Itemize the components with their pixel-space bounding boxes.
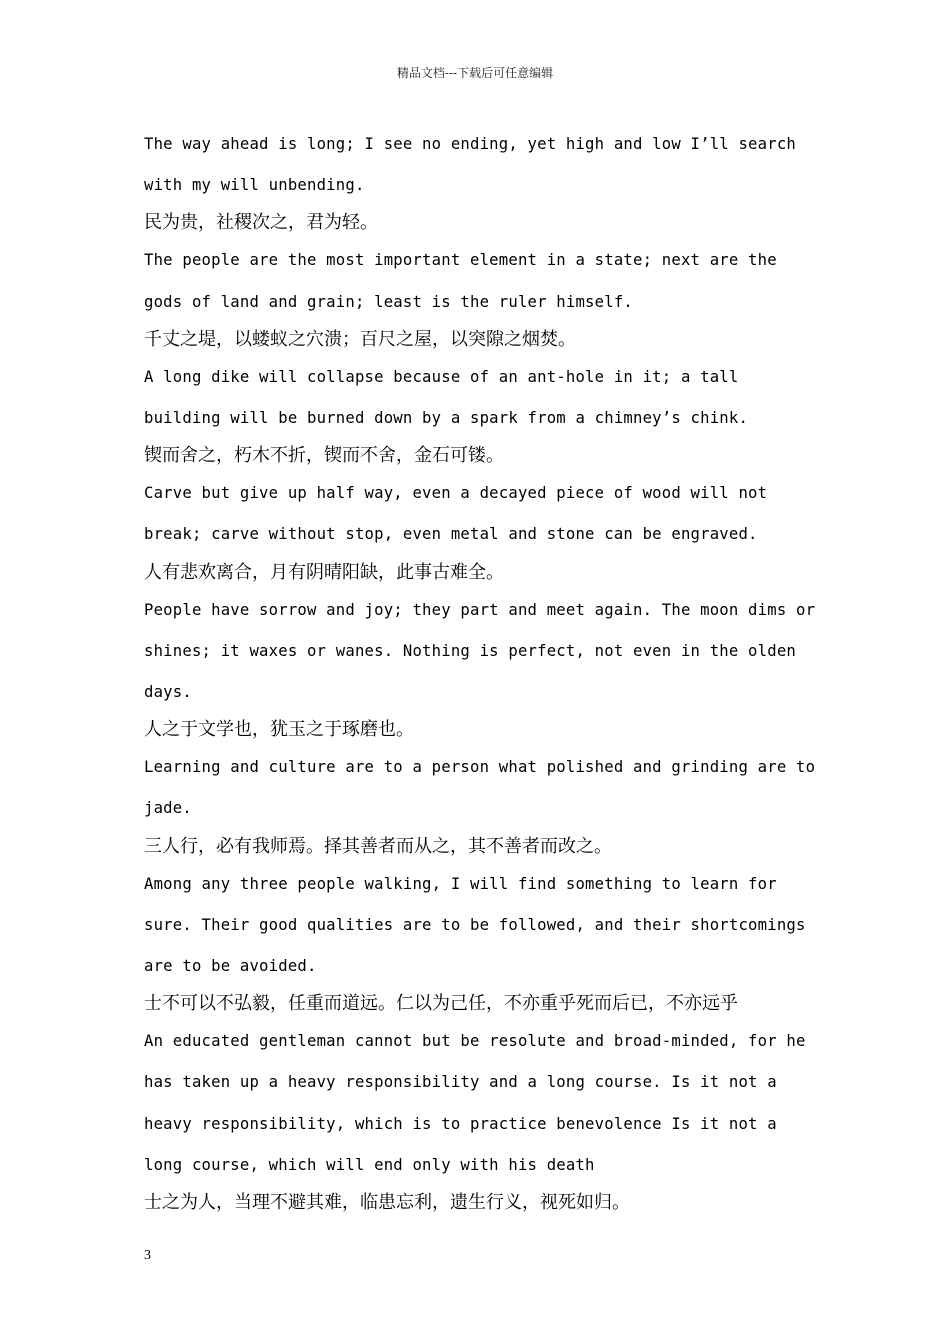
english-translation: The way ahead is long; I see no ending, yet high and low I’ll search with my will unbending. xyxy=(144,135,796,195)
english-translation: A long dike will collapse because of an ant-hole in it; a tall building will be burned down by a spark from a chimney’s chink. xyxy=(144,367,749,428)
english-translation: Learning and culture are to a person what polished and grinding are to jade. xyxy=(144,758,816,818)
chinese-quote: 士不可以不弘毅，任重而道远。仁以为己任，不亦重乎死而后已，不亦远乎 xyxy=(144,993,738,1015)
chinese-quote: 三人行，必有我师焉。择其善者而从之，其不善者而改之。 xyxy=(144,835,612,857)
chinese-quote: 士之为人，当理不避其难，临患忘利，遗生行义，视死如归。 xyxy=(144,1192,630,1214)
english-translation: An educated gentleman cannot but be resolute and broad-minded, for he has taken up a heavy responsibility and a long course. Is it not a heavy responsibility, which is to practice benevolence Is it not a long course, which will end only with his death xyxy=(144,1032,806,1174)
chinese-quote: 人有悲欢离合，月有阴晴阳缺，此事古难全。 xyxy=(144,561,504,583)
english-translation: Among any three people walking, I will find something to learn for sure. Their good qualities are to be followed, and their shortcomings are to be avoided. xyxy=(144,874,806,976)
main-content xyxy=(144,124,824,1220)
page-header: 精品文档---下载后可任意编辑 xyxy=(396,66,554,80)
chinese-quote: 人之于文学也，犹玉之于琢磨也。 xyxy=(144,719,414,741)
english-translation: The people are the most important element in a state; next are the gods of land and grain; least is the ruler himself. xyxy=(144,251,777,311)
english-translation: Carve but give up half way, even a decayed piece of wood will not break; carve without stop, even metal and stone can be engraved. xyxy=(144,484,768,544)
chinese-quote: 民为贵，社稷次之，君为轻。 xyxy=(144,212,378,234)
english-translation: People have sorrow and joy; they part and meet again. The moon dims or shines; it waxes or wanes. Nothing is perfect, not even in the olden days. xyxy=(144,600,816,702)
chinese-quote: 千丈之堤，以蝼蚁之穴溃；百尺之屋，以突隙之烟焚。 xyxy=(144,328,576,350)
page-number: 3 xyxy=(144,1248,151,1263)
chinese-quote: 锲而舍之，朽木不折，锲而不舍，金石可镂。 xyxy=(144,445,504,467)
